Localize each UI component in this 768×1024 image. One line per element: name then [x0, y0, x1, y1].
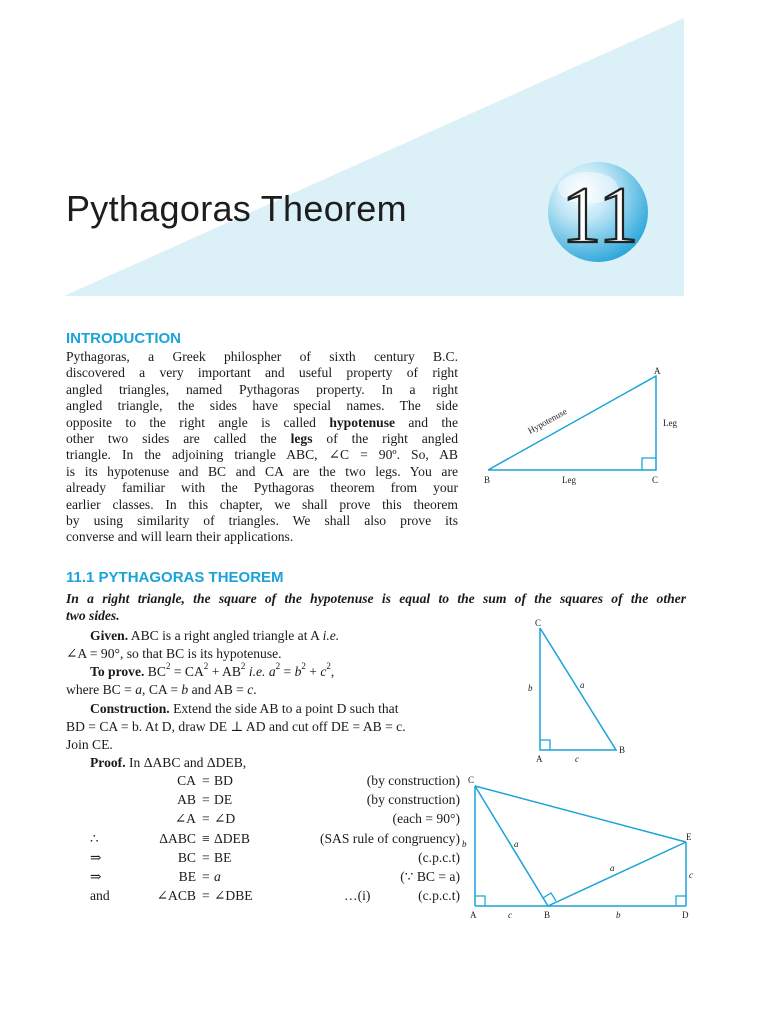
fig3-label-B: B — [544, 910, 551, 920]
proof-lhs: AB — [177, 792, 196, 808]
fig3-label-D: D — [682, 910, 689, 920]
proof-rhs: BD — [214, 773, 233, 788]
to-prove-line: To prove. $BC^2 = CA^2 + AB^2$ i.e. $a^2 = b^2 + c^2$, — [90, 661, 335, 679]
proof-op: = — [202, 792, 210, 808]
intro-line: discovered a very important and useful property of right — [66, 365, 458, 381]
fig2-label-a: a — [580, 680, 585, 690]
fig3-label-a-right: a — [610, 863, 615, 873]
proof-rhs: ΔDEB — [214, 830, 250, 846]
label-B: B — [484, 475, 491, 485]
fig3-label-b-left: b — [462, 839, 467, 849]
intro-line: Pythagoras, a Greek philospher of sixth century B.C. — [66, 349, 458, 364]
proof-lhs: ∠A — [174, 811, 196, 827]
proof-lhs: CA — [177, 773, 196, 788]
figure-triangle-cab — [520, 616, 630, 766]
proof-note: …(i) — [344, 888, 371, 904]
intro-line: triangle. In the adjoining triangle ABC, ∠C = 90º. So, AB — [66, 447, 458, 463]
given-line-1: Given. ABC is a right angled triangle at A i.e. — [90, 628, 340, 643]
chapter-number-badge — [546, 160, 650, 264]
fig3-label-C: C — [468, 775, 475, 785]
proof-row — [90, 792, 460, 811]
construction-line-2: BD = CA = b. At D, draw DE ⊥ AD and cut off DE = AB = c. — [66, 719, 406, 734]
proof-rhs: DE — [214, 792, 233, 808]
proof-reason: (SAS rule of congruency) — [319, 830, 460, 846]
label-leg-right: Leg — [663, 418, 677, 428]
intro-heading: INTRODUCTION — [66, 330, 181, 347]
intro-line: other two sides are called the legs of the right angled — [66, 431, 458, 447]
fig2-label-A: A — [536, 754, 543, 764]
proof-op: = — [202, 773, 210, 788]
proof-pre: ⇒ — [90, 849, 102, 865]
proof-rhs: ∠DBE — [214, 888, 253, 904]
label-leg-bottom: Leg — [562, 475, 576, 485]
proof-row — [90, 869, 460, 888]
fig3-label-c-right: c — [689, 870, 693, 880]
construction-line-1: Construction. Extend the side AB to a point D such that — [90, 701, 399, 716]
proof-op: = — [202, 811, 210, 827]
keyword: hypotenuse — [329, 414, 396, 430]
proof-op: = — [202, 869, 210, 884]
proof-row — [90, 773, 460, 792]
label-C: C — [652, 475, 659, 485]
intro-line: by using similarity of triangles. We shall also prove its — [66, 513, 458, 529]
fig2-label-b: b — [528, 683, 533, 693]
keyword: legs — [290, 431, 313, 447]
intro-paragraph — [66, 349, 458, 546]
proof-op: = — [202, 888, 210, 904]
proof-row — [90, 888, 460, 907]
proof-reason: (c.p.c.t) — [418, 849, 460, 865]
proof-pre: and — [90, 888, 110, 904]
fig2-label-c: c — [575, 754, 579, 764]
intro-line: earlier classes. In this chapter, we shall prove this theorem — [66, 496, 458, 512]
chapter-number: 11 — [561, 172, 639, 260]
proof-rhs: BE — [214, 849, 232, 865]
proof-reason: (by construction) — [366, 792, 460, 808]
proof-lhs: BC — [177, 849, 196, 865]
fig3-label-b-bottom: b — [616, 910, 621, 920]
fig3-label-a-left: a — [514, 839, 519, 849]
construction-line-3: Join CE. — [66, 737, 113, 752]
chapter-title: Pythagoras Theorem — [66, 188, 407, 229]
fig3-label-A: A — [470, 910, 477, 920]
proof-op: = — [202, 849, 210, 865]
fig2-label-C: C — [535, 618, 542, 628]
given-line-2: ∠A = 90°, so that BC is its hypotenuse. — [66, 646, 282, 661]
fig2-label-B: B — [619, 745, 626, 755]
intro-line: opposite to the right angle is called hypotenuse and the — [66, 414, 458, 430]
figure-right-triangle-abc — [478, 362, 694, 490]
fig3-label-E: E — [686, 832, 692, 842]
proof-lhs: ∠ACB — [156, 888, 196, 904]
proof-pre: ⇒ — [90, 869, 102, 884]
where-line: where BC = a, CA = b and AB = c. — [66, 682, 257, 697]
label-A: A — [654, 366, 661, 376]
proof-reason: (by construction) — [366, 773, 460, 788]
fig3-label-c-bottom: c — [508, 910, 512, 920]
figure-construction-trapezium — [456, 772, 706, 924]
intro-line: angled triangles, named Pythagoras property. In a right — [66, 381, 458, 397]
proof-row — [90, 831, 460, 850]
proof-lhs: BE — [178, 869, 196, 884]
intro-line: already familiar with the Pythagoras theorem from your — [66, 480, 458, 496]
proof-lhs: ΔABC — [159, 830, 196, 846]
section-heading: 11.1 PYTHAGORAS THEOREM — [66, 569, 284, 586]
intro-line: converse and will learn their applications. — [66, 529, 294, 545]
header-band — [0, 0, 768, 300]
proof-row — [90, 850, 460, 869]
proof-reason: (c.p.c.t) — [418, 888, 460, 904]
intro-line: angled triangle, the sides have special names. The side — [66, 398, 458, 414]
proof-pre: ∴ — [90, 830, 99, 846]
proof-intro-line: Proof. In ΔABC and ΔDEB, — [90, 755, 247, 770]
label-hypotenuse: Hypotenuse — [526, 406, 569, 436]
theorem-statement: In a right triangle, the square of the hypotenuse is equal to the sum of the squares of the other two sides. — [66, 591, 686, 623]
proof-reason: (each = 90°) — [392, 811, 460, 827]
proof-rhs: a — [214, 869, 221, 884]
intro-line: is its hypotenuse and BC and CA are the two legs. You are — [66, 463, 458, 479]
proof-reason: (∵ BC = a) — [400, 869, 460, 884]
proof-rhs: ∠D — [214, 811, 236, 827]
proof-op: ≡ — [202, 830, 210, 846]
proof-row — [90, 811, 460, 830]
